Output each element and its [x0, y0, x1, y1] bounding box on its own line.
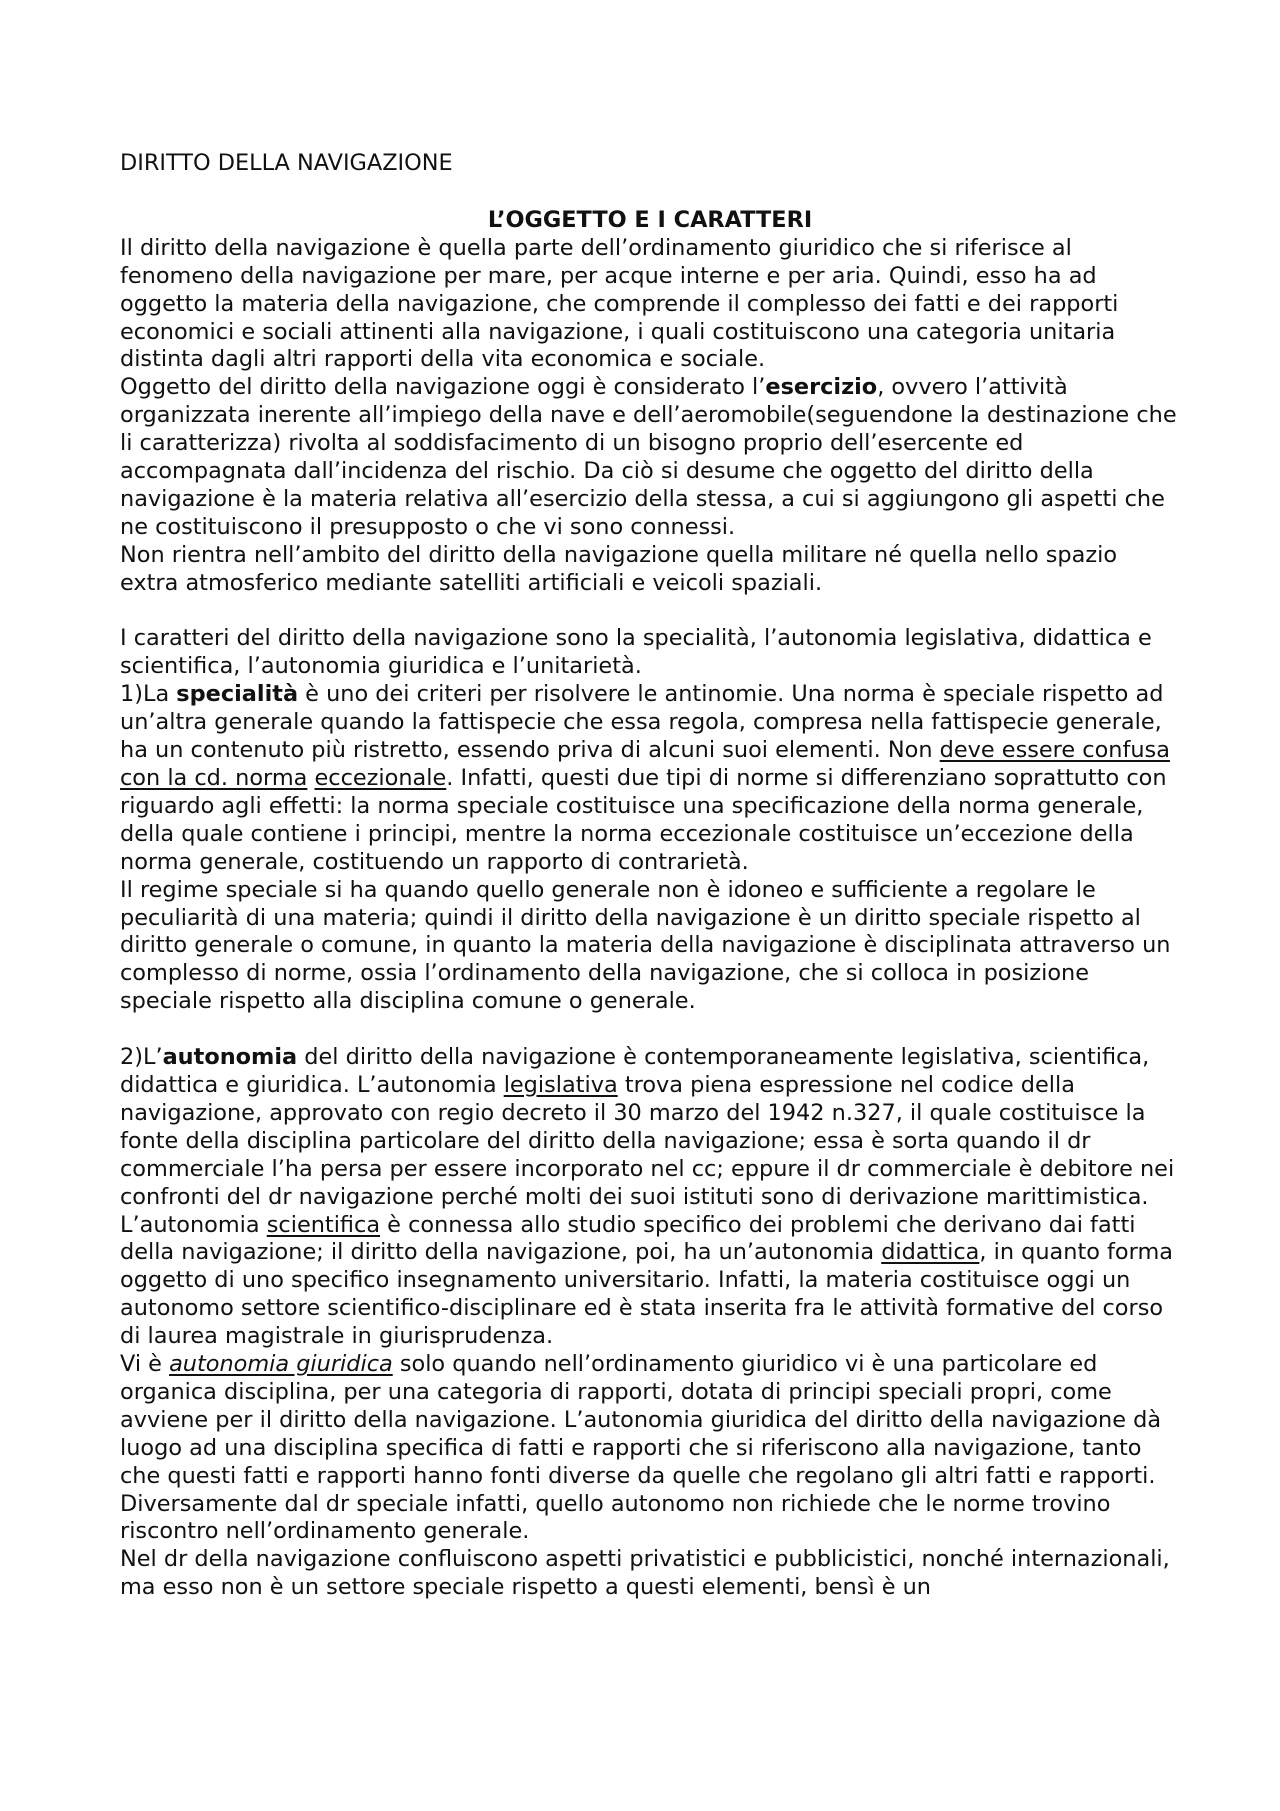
text-run: , ovvero l’attività organizzata inerente all’impiego della nave e dell’aeromobile(seguendone la destinazione che li caratterizza) rivolta al soddisfacimento di un bisogno proprio dell’esercente ed accompagnata dall’incidenza del rischio. Da ciò si desume che oggetto del diritto della navigazione è la materia relativa all’esercizio della stessa, a cui si aggiungono gli aspetti che ne costituiscono il presupposto o che vi sono connessi.: [120, 374, 1177, 540]
text-run: è uno dei criteri per risolvere le antinomie. Una norma è speciale rispetto ad un’altra generale quando la fattispecie che essa regola, compresa nella fattispecie generale, ha un contenuto più ristretto, essendo priva di alcuni suoi elementi. Non: [120, 681, 1164, 764]
text-run: . Infatti, questi due tipi di norme si differenziano soprattutto con riguardo agli effetti: la norma speciale costituisce una specificazione della norma generale, della quale contiene i principi, mentre la norma eccezionale costituisce un’eccezione della norma generale, costituendo un rapporto di contrarietà.: [120, 765, 1167, 875]
underlined-phrase: deve essere confusa con la cd. norma: [120, 737, 1170, 792]
document-title: DIRITTO DELLA NAVIGAZIONE: [120, 150, 453, 176]
text-run: è connessa allo studio specifico dei problemi che derivano dai fatti della navigazione; il diritto della navigazione, poi, ha un’autonomia: [120, 1211, 1136, 1266]
paragraph-intro: Il diritto della navigazione è quella parte dell’ordinamento giuridico che si riferisce al fenomeno della navigazione per mare, per acque interne e per aria. Quindi, esso ha ad oggetto la materia della navigazione, che comprende il complesso dei fatti e dei rapporti economici e sociali attinenti alla navigazione, i quali costituiscono una categoria unitaria distinta dagli altri rapporti della vita economica e sociale.: [120, 234, 1119, 373]
paragraph-gap: [120, 1016, 1180, 1044]
underlined-term-scientifica: scientifica: [266, 1211, 381, 1238]
bold-term-specialita: specialità: [176, 681, 299, 708]
text-run: , in quanto forma oggetto di uno specifico insegnamento universitario. Infatti, la materia costituisce oggi un autonomo settore scientifico-disciplinare ed è stata inserita fra le attività formative del corso di laurea magistrale in giurisprudenza.: [120, 1239, 1173, 1350]
bold-term-autonomia: autonomia: [162, 1044, 298, 1071]
text-run: [307, 765, 314, 791]
text-run: trova piena espressione nel codice della navigazione, approvato con regio decreto il 30 marzo del 1942 n.327, il quale costituisce la fonte della disciplina particolare del diritto della navigazione; essa è sorta quando il dr commerciale l’ha persa per essere incorporato nel cc; eppure il dr commerciale è debitore nei confronti del dr navigazione perché molti dei suoi istituti sono di derivazione marittimistica. L’autonomia: [120, 1071, 1175, 1238]
paragraph-gap: [120, 598, 1180, 626]
underlined-term-didattica: didattica: [881, 1239, 980, 1266]
paragraph-oggetto: [120, 374, 1180, 541]
underlined-italic-term: [169, 1351, 393, 1377]
paragraph-confluenze: Nel dr della navigazione confluiscono aspetti privatistici e pubblicistici, nonché internazionali, ma esso non è un settore speciale rispetto a questi elementi, bensì è un: [120, 1546, 1170, 1601]
paragraph-caratteri: I caratteri del diritto della navigazione sono la specialità, l’autonomia legislativa, didattica e scientifica, l’autonomia giuridica e l’unitarietà.: [120, 625, 1152, 680]
paragraph-regime-speciale: Il regime speciale si ha quando quello generale non è idoneo e sufficiente a regolare le peculiarità di una materia; quindi il diritto della navigazione è un diritto speciale rispetto al diritto generale o comune, in quanto la materia della navigazione è disciplinata attraverso un complesso di norme, ossia l’ordinamento della navigazione, che si colloca in posizione speciale rispetto alla disciplina comune o generale.: [120, 876, 1171, 1015]
text-run: Vi è: [120, 1351, 170, 1378]
paragraph-esclusioni: Non rientra nell’ambito del diritto della navigazione quella militare né quella nello spazio extra atmosferico mediante satelliti artificiali e veicoli spaziali.: [120, 541, 1118, 596]
paragraph-autonomia: [120, 1044, 1180, 1351]
bold-term-esercizio: esercizio: [765, 374, 878, 401]
paragraph-autonomia-giuridica: [120, 1351, 1180, 1546]
text-run: 2)L’: [120, 1044, 163, 1071]
underlined-term-eccezionale: eccezionale: [314, 765, 447, 792]
text-run: Oggetto del diritto della navigazione oggi è considerato l’: [120, 374, 766, 401]
section-heading: L’OGGETTO E I CARATTERI: [487, 206, 813, 233]
text-run: 1)La: [120, 681, 177, 708]
paragraph-specialita: [120, 681, 1180, 876]
document-page: [120, 150, 1180, 1602]
text-run: solo quando nell’ordinamento giuridico vi è una particolare ed organica disciplina, per una categoria di rapporti, dotata di principi speciali propri, come avviene per il diritto della navigazione. L’autonomia giuridica del diritto della navigazione dà luogo ad una disciplina specifica di fatti e rapporti che si riferiscono alla navigazione, tanto che questi fatti e rapporti hanno fonti diverse da quelle che regolano gli altri fatti e rapporti. Diversamente dal dr speciale infatti, quello autonomo non richiede che le norme trovino riscontro nell’ordinamento generale.: [120, 1351, 1162, 1545]
text-run: del diritto della navigazione è contemporaneamente legislativa, scientifica, didattica e giuridica. L’autonomia: [120, 1044, 1150, 1098]
underlined-term-legislativa: legislativa: [503, 1071, 618, 1098]
italic-term-autonomia-giuridica: autonomia giuridica: [169, 1351, 393, 1378]
